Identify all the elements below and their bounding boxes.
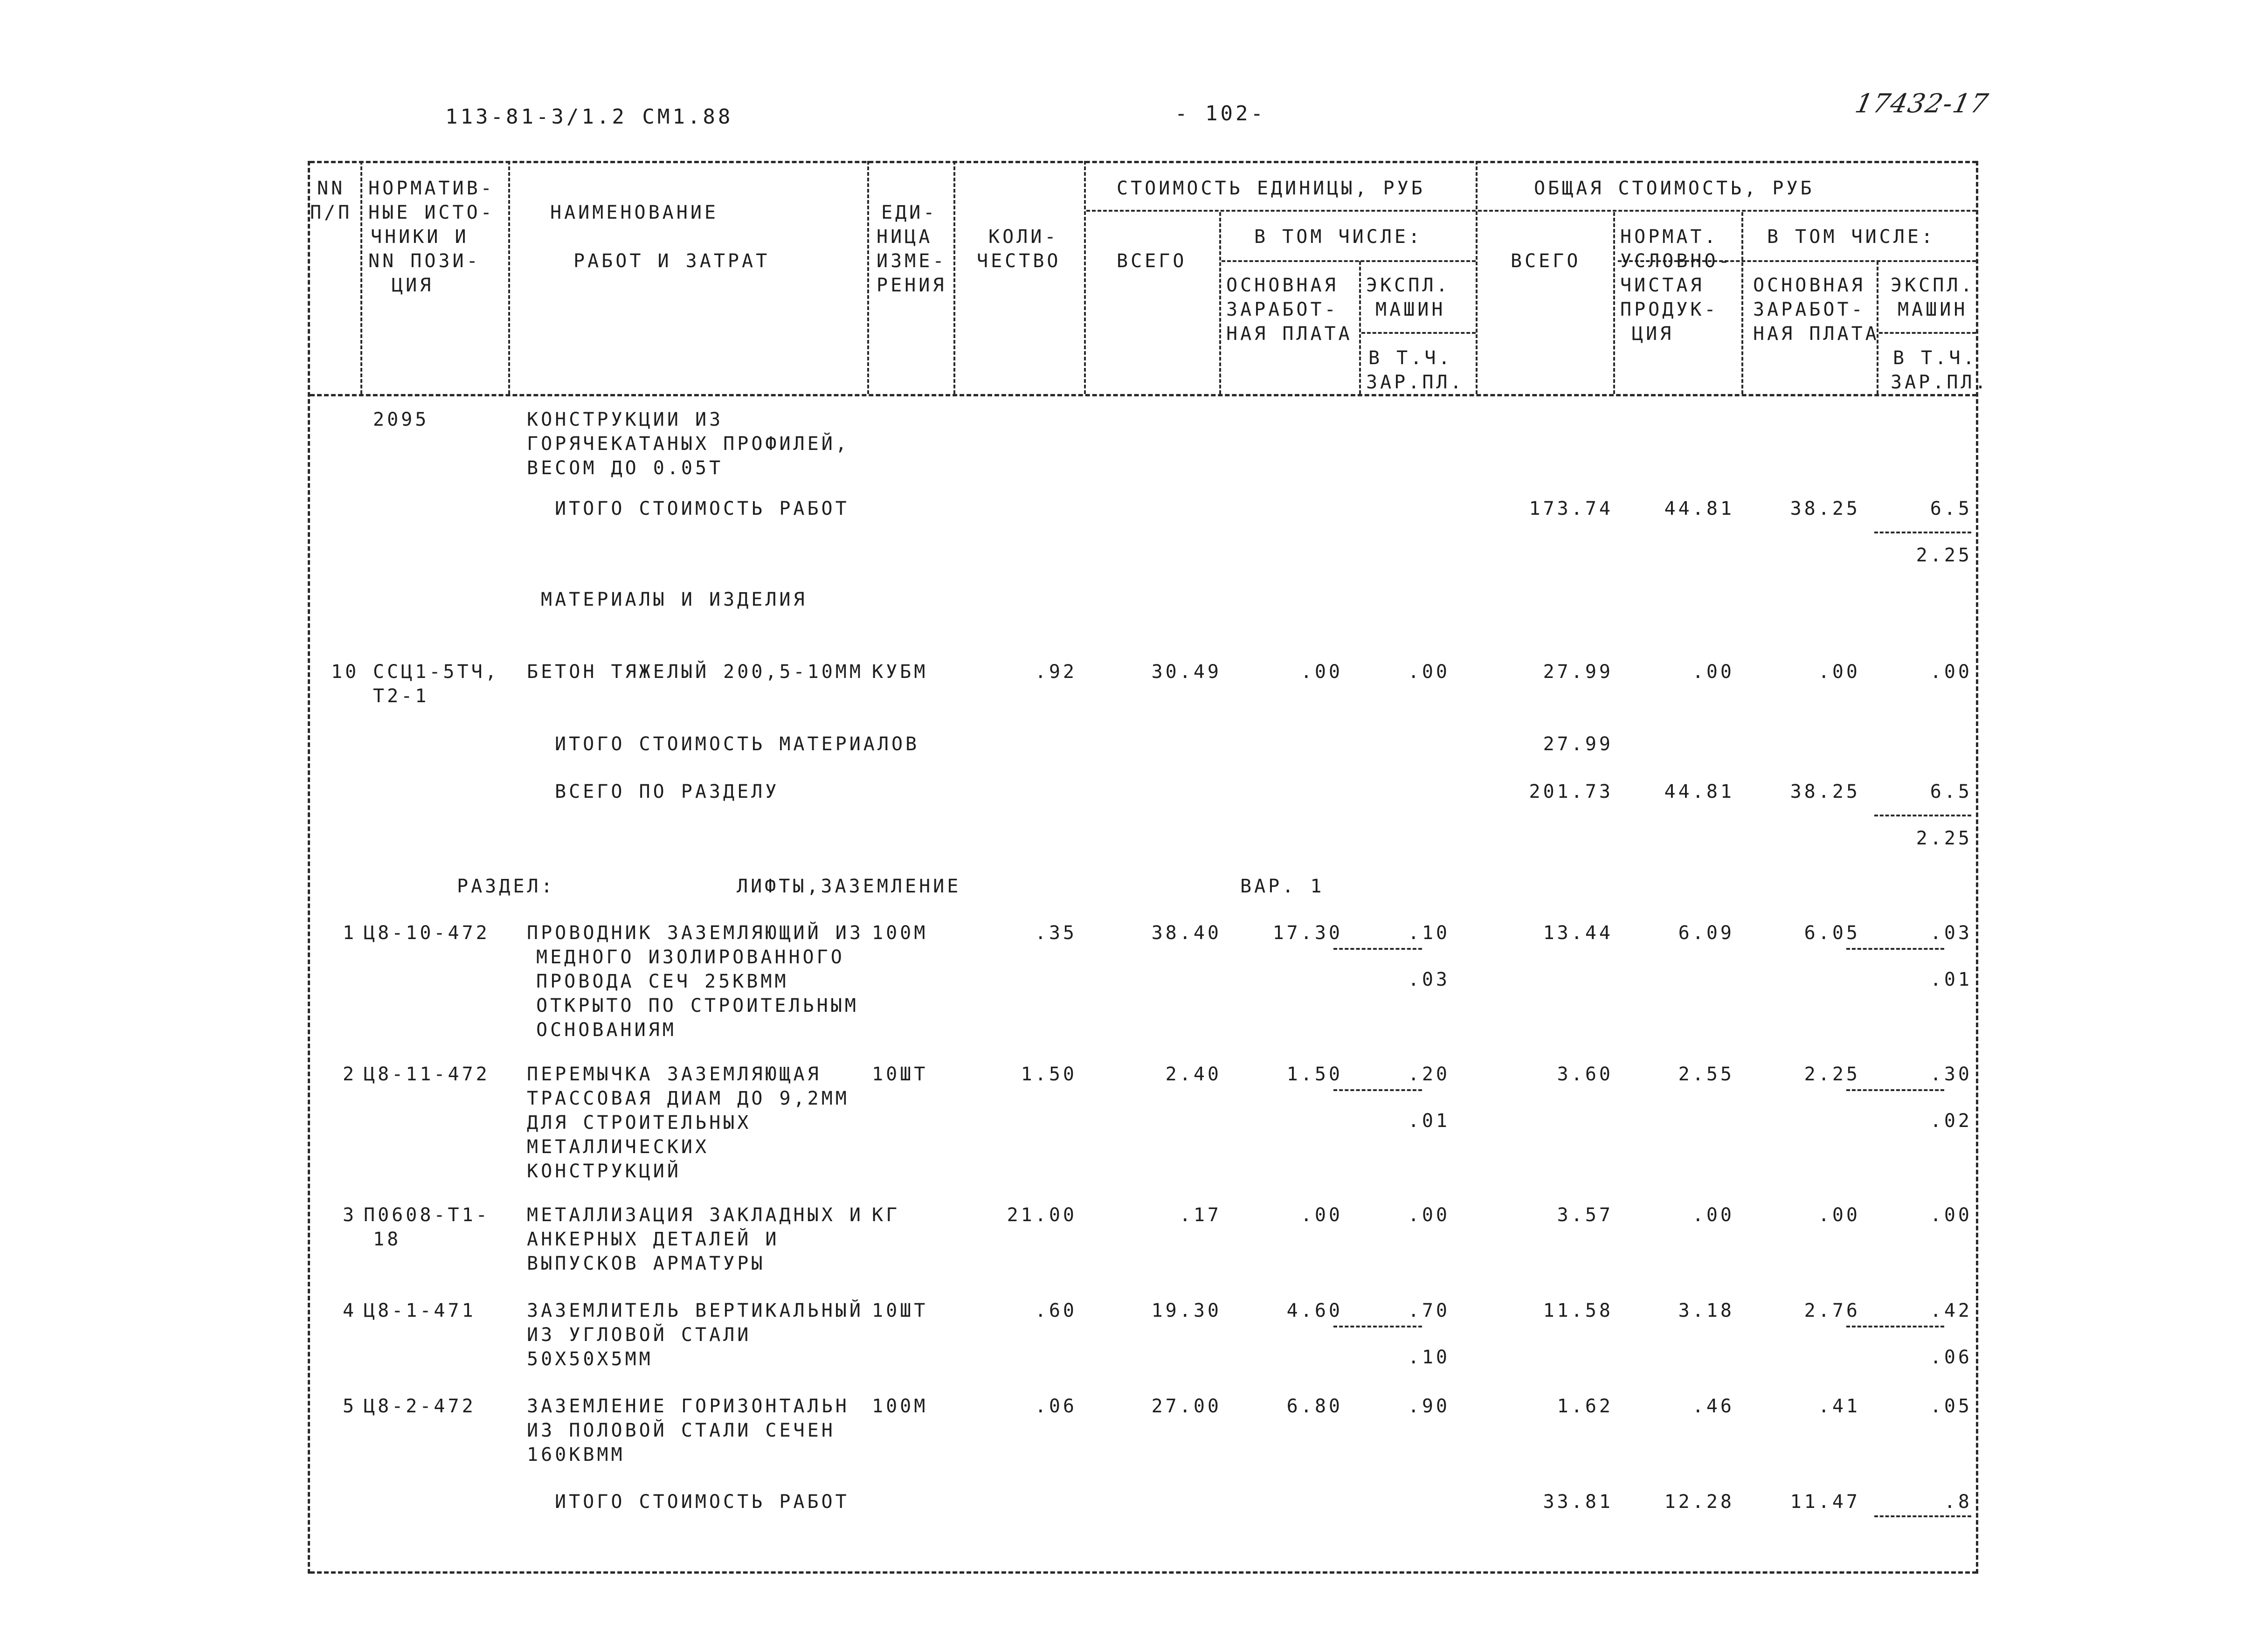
row-ekspl: .00 <box>1408 1204 1450 1226</box>
itogo-rabot-1-ekspl: 6.5 <box>1930 498 1972 519</box>
row-total-osn: 2.25 <box>1804 1064 1860 1085</box>
row-name-line: ТРАССОВАЯ ДИАМ ДО 9,2ММ <box>527 1088 849 1109</box>
header-col-norm-5: ЦИЯ <box>392 275 434 296</box>
desc-2095-line-2: ГОРЯЧЕКАТАНЫХ ПРОФИЛЕЙ, <box>527 433 849 455</box>
header-col-unit-2: НИЦА <box>877 226 933 248</box>
desc-2095-line-3: ВЕСОМ ДО 0.05Т <box>527 457 724 479</box>
row-qty: .06 <box>1035 1396 1077 1417</box>
row-name-line: МЕДНОГО ИЗОЛИРОВАННОГО <box>536 947 845 968</box>
header-col-unit-3: ИЗМЕ- <box>877 250 947 272</box>
header-column-line <box>1359 261 1361 394</box>
row-10-code-1: ССЦ1-5ТЧ, <box>373 661 499 683</box>
row-ekspl: .70 <box>1408 1300 1450 1321</box>
row-10-price: 30.49 <box>1151 661 1222 683</box>
row-price: 19.30 <box>1151 1300 1222 1321</box>
row-total-normat: 2.55 <box>1678 1064 1734 1085</box>
header-column-line <box>1219 212 1221 394</box>
row-name-line: ОСНОВАНИЯМ <box>536 1019 677 1041</box>
row-name-line: ПЕРЕМЫЧКА ЗАЗЕМЛЯЮЩАЯ <box>527 1064 822 1085</box>
row-number: 4 <box>343 1300 357 1321</box>
header-unit-osnovnaya-3: НАЯ ПЛАТА <box>1226 323 1353 345</box>
row-10-qty: .92 <box>1035 661 1077 683</box>
header-col-name-1: НАИМЕНОВАНИЕ <box>550 202 718 223</box>
itogo-rabot-1-label: ИТОГО СТОИМОСТЬ РАБОТ <box>555 498 849 519</box>
header-total-osnovnaya-1: ОСНОВНАЯ <box>1753 275 1865 296</box>
header-col-norm-4: NN ПОЗИ- <box>368 250 481 272</box>
fraction-divider <box>1333 948 1422 950</box>
row-code: П0608-Т1- <box>364 1204 490 1226</box>
row-price: 2.40 <box>1165 1064 1222 1085</box>
vsego-razdel-label: ВСЕГО ПО РАЗДЕЛУ <box>555 781 780 802</box>
header-unit-v-tom-chisle: В ТОМ ЧИСЛЕ: <box>1254 226 1422 248</box>
row-total-normat: .46 <box>1692 1396 1734 1417</box>
row-price: 27.00 <box>1151 1396 1222 1417</box>
header-sub-line <box>1222 260 1476 262</box>
header-col-qty-2: ЧЕСТВО <box>977 250 1061 272</box>
itogo-rabot-2-total: 33.81 <box>1543 1491 1613 1513</box>
row-10-name: БЕТОН ТЯЖЕЛЫЙ 200,5-10ММ <box>527 661 863 683</box>
header-total-normat-5: ЦИЯ <box>1632 323 1674 345</box>
row-code: Ц8-10-472 <box>364 922 490 944</box>
fraction-divider <box>1333 1089 1422 1091</box>
row-number: 1 <box>343 922 357 944</box>
row-total: 1.62 <box>1557 1396 1613 1417</box>
header-total-cost-title: ОБЩАЯ СТОИМОСТЬ, РУБ <box>1534 178 1815 199</box>
row-osn: 17.30 <box>1272 922 1343 944</box>
row-10-num: 10 <box>331 661 359 683</box>
row-name-line: МЕТАЛЛИЧЕСКИХ <box>527 1136 710 1158</box>
row-total-ekspl: .05 <box>1930 1396 1972 1417</box>
header-col-name-2: РАБОТ И ЗАТРАТ <box>573 250 770 272</box>
header-col-norm-3: ЧНИКИ И <box>371 226 469 248</box>
vsego-razdel-osn: 38.25 <box>1790 781 1860 802</box>
row-10-t-normat: .00 <box>1692 661 1734 683</box>
header-unit-ekspl-2: МАШИН <box>1375 299 1446 320</box>
row-price: 38.40 <box>1151 922 1222 944</box>
row-qty: .60 <box>1035 1300 1077 1321</box>
table-bottom-border <box>310 1571 1977 1574</box>
header-unit-ekspl-1: ЭКСПЛ. <box>1366 275 1450 296</box>
itogo-materials-label: ИТОГО СТОИМОСТЬ МАТЕРИАЛОВ <box>555 733 920 755</box>
fraction-divider <box>1846 1089 1944 1091</box>
header-sub-line <box>1879 332 1976 334</box>
row-10-osn: .00 <box>1300 661 1343 683</box>
row-zp: .10 <box>1408 1347 1450 1368</box>
row-code: 18 <box>373 1229 401 1250</box>
table-top-border <box>310 161 1977 163</box>
header-column-line <box>1613 212 1615 394</box>
itogo-rabot-2-normat: 12.28 <box>1664 1491 1734 1513</box>
header-unit-osnovnaya-2: ЗАРАБОТ- <box>1226 299 1339 320</box>
fraction-divider <box>1846 948 1944 950</box>
row-total-osn: 2.76 <box>1804 1300 1860 1321</box>
header-col-unit-4: РЕНИЯ <box>877 275 947 296</box>
header-total-vtch-1: В Т.Ч. <box>1893 347 1977 369</box>
row-name-line: ОТКРЫТО ПО СТРОИТЕЛЬНЫМ <box>536 995 859 1016</box>
row-total-osn: .41 <box>1818 1396 1860 1417</box>
row-10-ekspl: .00 <box>1408 661 1450 683</box>
itogo-rabot-1-total: 173.74 <box>1529 498 1613 519</box>
row-code: Ц8-2-472 <box>364 1396 476 1417</box>
row-unit: 10ШТ <box>872 1300 928 1321</box>
header-unit-vtch-2: ЗАР.ПЛ. <box>1366 372 1464 393</box>
header-col-nn-1: NN <box>317 178 345 199</box>
header-total-osnovnaya-2: ЗАРАБОТ- <box>1753 299 1865 320</box>
row-price: .17 <box>1179 1204 1222 1226</box>
row-ekspl: .20 <box>1408 1064 1450 1085</box>
itogo-rabot-1-zp: 2.25 <box>1916 545 1972 566</box>
header-unit-osnovnaya-1: ОСНОВНАЯ <box>1226 275 1339 296</box>
row-total-osn: 6.05 <box>1804 922 1860 944</box>
row-unit: КГ <box>872 1204 900 1226</box>
row-10-code-2: Т2-1 <box>373 685 429 707</box>
row-number: 3 <box>343 1204 357 1226</box>
header-column-line <box>1084 161 1086 394</box>
row-name-line: МЕТАЛЛИЗАЦИЯ ЗАКЛАДНЫХ И <box>527 1204 863 1226</box>
row-osn: .00 <box>1300 1204 1343 1226</box>
itogo-rabot-1-normat: 44.81 <box>1664 498 1734 519</box>
row-qty: 21.00 <box>1007 1204 1077 1226</box>
itogo-rabot-2-osn: 11.47 <box>1790 1491 1860 1513</box>
itogo-rabot-2-label: ИТОГО СТОИМОСТЬ РАБОТ <box>555 1491 849 1513</box>
row-total: 3.60 <box>1557 1064 1613 1085</box>
row-total-osn: .00 <box>1818 1204 1860 1226</box>
code-2095: 2095 <box>373 409 429 430</box>
table-left-border <box>308 161 310 1574</box>
row-name-line: ЗАЗЕМЛИТЕЛЬ ВЕРТИКАЛЬНЫЙ <box>527 1300 863 1321</box>
row-unit: 100М <box>872 922 928 944</box>
row-name-line: 50Х50Х5ММ <box>527 1348 653 1370</box>
header-col-qty-1: КОЛИ- <box>988 226 1059 248</box>
header-total-v-tom-chisle: В ТОМ ЧИСЛЕ: <box>1767 226 1935 248</box>
row-unit: 10ШТ <box>872 1064 928 1085</box>
row-total-zp: .01 <box>1930 969 1972 990</box>
row-total-ekspl: .42 <box>1930 1300 1972 1321</box>
row-total-normat: 6.09 <box>1678 922 1734 944</box>
row-number: 5 <box>343 1396 357 1417</box>
row-total: 3.57 <box>1557 1204 1613 1226</box>
row-qty: .35 <box>1035 922 1077 944</box>
row-name-line: АНКЕРНЫХ ДЕТАЛЕЙ И <box>527 1229 780 1250</box>
section-name: ЛИФТЫ,ЗАЗЕМЛЕНИЕ <box>737 876 961 897</box>
row-name-line: ИЗ ПОЛОВОЙ СТАЛИ СЕЧЕН <box>527 1420 836 1441</box>
row-name-line: ИЗ УГЛОВОЙ СТАЛИ <box>527 1324 752 1346</box>
header-unit-vsego: ВСЕГО <box>1117 250 1187 272</box>
row-10-unit: КУБМ <box>872 661 928 683</box>
row-code: Ц8-11-472 <box>364 1064 490 1085</box>
row-osn: 1.50 <box>1286 1064 1343 1085</box>
row-number: 2 <box>343 1064 357 1085</box>
row-total-zp: .02 <box>1930 1110 1972 1132</box>
header-total-normat-4: ПРОДУК- <box>1620 299 1719 320</box>
row-osn: 4.60 <box>1286 1300 1343 1321</box>
row-osn: 6.80 <box>1286 1396 1343 1417</box>
row-name-line: ПРОВОДА СЕЧ 25КВММ <box>536 971 789 992</box>
row-ekspl: .90 <box>1408 1396 1450 1417</box>
row-10-total: 27.99 <box>1543 661 1613 683</box>
fraction-divider <box>1846 1326 1944 1327</box>
vsego-razdel-zp: 2.25 <box>1916 828 1972 849</box>
row-10-t-osn: .00 <box>1818 661 1860 683</box>
row-unit: 100М <box>872 1396 928 1417</box>
header-col-norm-1: НОРМАТИВ- <box>368 178 495 199</box>
row-total-normat: .00 <box>1692 1204 1734 1226</box>
row-total: 11.58 <box>1543 1300 1613 1321</box>
row-total-zp: .06 <box>1930 1347 1972 1368</box>
row-ekspl: .10 <box>1408 922 1450 944</box>
materials-heading: МАТЕРИАЛЫ И ИЗДЕЛИЯ <box>541 589 808 610</box>
row-total-ekspl: .30 <box>1930 1064 1972 1085</box>
fraction-divider <box>1333 1326 1422 1327</box>
row-total-normat: 3.18 <box>1678 1300 1734 1321</box>
header-column-line <box>508 161 510 394</box>
section-label: РАЗДЕЛ: <box>457 876 555 897</box>
header-column-line <box>867 161 869 394</box>
header-total-vtch-2: ЗАР.ПЛ. <box>1891 372 1989 393</box>
row-zp: .01 <box>1408 1110 1450 1132</box>
header-column-line <box>1741 212 1743 394</box>
fraction-divider <box>1874 1515 1971 1517</box>
row-total-ekspl: .00 <box>1930 1204 1972 1226</box>
fraction-divider <box>1874 532 1971 533</box>
header-column-line <box>1476 161 1478 394</box>
itogo-rabot-1-osn: 38.25 <box>1790 498 1860 519</box>
row-code: Ц8-1-471 <box>364 1300 476 1321</box>
header-col-nn-2: П/П <box>310 202 352 223</box>
row-total-ekspl: .03 <box>1930 922 1972 944</box>
row-name-line: ВЫПУСКОВ АРМАТУРЫ <box>527 1253 766 1274</box>
page-number: - 102- <box>1175 102 1266 125</box>
header-sub-line <box>1361 332 1476 334</box>
header-col-unit-1: ЕДИ- <box>881 202 938 223</box>
row-10-t-ekspl: .00 <box>1930 661 1972 683</box>
vsego-razdel-normat: 44.81 <box>1664 781 1734 802</box>
header-total-vsego: ВСЕГО <box>1511 250 1581 272</box>
row-name-line: ЗАЗЕМЛЕНИЕ ГОРИЗОНТАЛЬН <box>527 1396 849 1417</box>
header-total-ekspl-1: ЭКСПЛ. <box>1891 275 1975 296</box>
vsego-razdel-total: 201.73 <box>1529 781 1613 802</box>
row-name-line: ДЛЯ СТРОИТЕЛЬНЫХ <box>527 1112 752 1134</box>
row-name-line: КОНСТРУКЦИЙ <box>527 1161 681 1182</box>
header-unit-cost-title: СТОИМОСТЬ ЕДИНИЦЫ, РУБ <box>1117 178 1425 199</box>
document-code: 113-81-3/1.2 СМ1.88 <box>445 105 733 129</box>
header-sub-line <box>1086 210 1476 212</box>
section-variant: ВАР. 1 <box>1240 876 1325 897</box>
header-sub-line <box>1478 210 1976 212</box>
header-column-line <box>360 161 362 394</box>
row-total: 13.44 <box>1543 922 1613 944</box>
row-qty: 1.50 <box>1021 1064 1077 1085</box>
header-bottom-border <box>310 394 1977 396</box>
itogo-rabot-2-ekspl: .8 <box>1944 1491 1972 1513</box>
header-total-normat-3: ЧИСТАЯ <box>1620 275 1705 296</box>
header-total-ekspl-2: МАШИН <box>1898 299 1968 320</box>
header-total-osnovnaya-3: НАЯ ПЛАТА <box>1753 323 1879 345</box>
header-total-normat-2: УСЛОВНО- <box>1620 250 1733 272</box>
desc-2095-line-1: КОНСТРУКЦИИ ИЗ <box>527 409 724 430</box>
handwritten-number: 17432-17 <box>1852 89 1992 119</box>
vsego-razdel-ekspl: 6.5 <box>1930 781 1972 802</box>
header-unit-vtch-1: В Т.Ч. <box>1368 347 1453 369</box>
header-column-line <box>953 161 955 394</box>
itogo-materials-total: 27.99 <box>1543 733 1613 755</box>
row-name-line: 160КВММ <box>527 1444 625 1465</box>
header-col-norm-2: НЫЕ ИСТО- <box>368 202 495 223</box>
row-name-line: ПРОВОДНИК ЗАЗЕМЛЯЮЩИЙ ИЗ <box>527 922 863 944</box>
header-total-normat-1: НОРМАТ. <box>1620 226 1719 248</box>
fraction-divider <box>1874 815 1971 816</box>
row-zp: .03 <box>1408 969 1450 990</box>
